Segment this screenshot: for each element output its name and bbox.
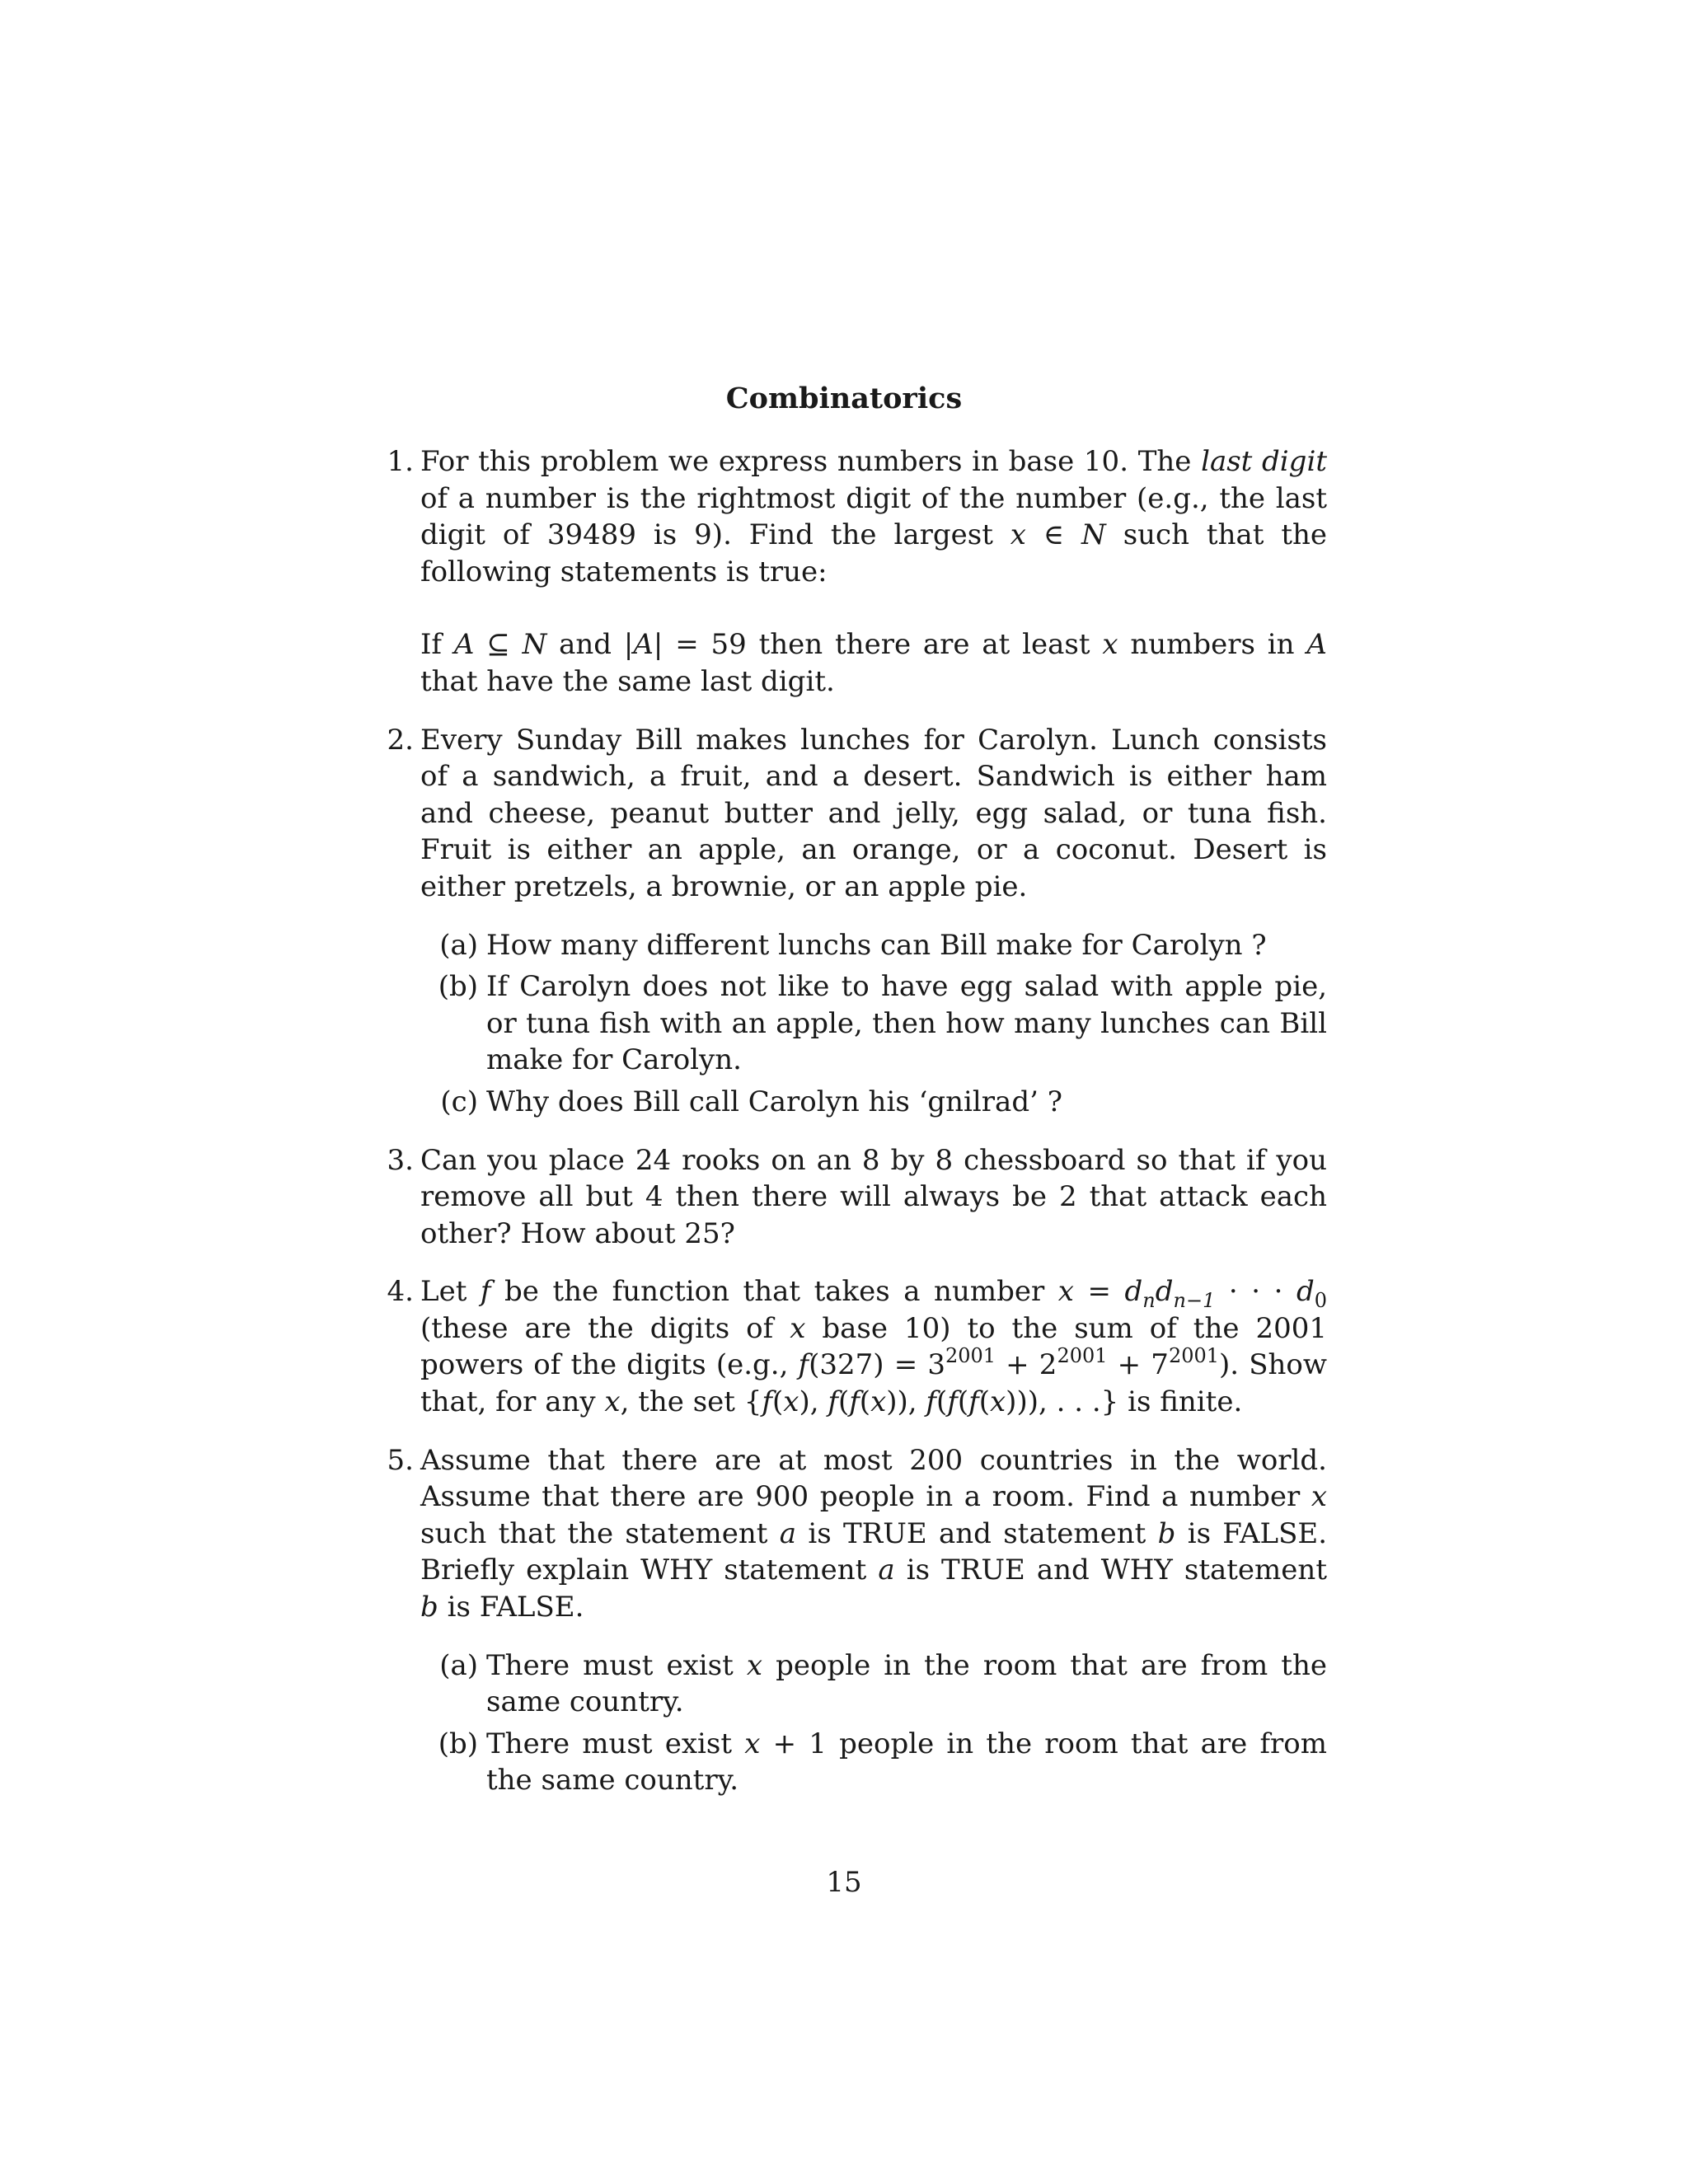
- subquestion-c: [440, 1084, 1327, 1121]
- subquestion-a: [439, 927, 1327, 964]
- subquestion-b: [438, 968, 1327, 1079]
- problem-number: 3.: [387, 1143, 414, 1177]
- subquestion-a: [439, 1647, 1327, 1721]
- problem-number: 4.: [387, 1275, 414, 1309]
- subquestion-list: [438, 1647, 1327, 1799]
- page-title: Combinatorics: [725, 382, 963, 415]
- problem-text: Every Sunday Bill makes lunches for Carolyn. Lunch consists of a sandwich, a fruit, and a desert. Sandwich is either ham and cheese, peanut butter and jelly, egg salad, or tuna fish. Fruit is either an apple, an orange, or a coconut. Desert is either pretzels, a brownie, or an apple pie.: [420, 723, 1327, 903]
- problem-4: [387, 1273, 1328, 1420]
- problem-5: [387, 1442, 1327, 1799]
- problem-number: 5.: [387, 1443, 414, 1477]
- subquestion-text: How many different lunchs can Bill make for Carolyn ?: [486, 928, 1267, 962]
- problem-text: For this problem we express numbers in base 10. The last digit of a number is the rightmost digit of the number (e.g., the last digit of 39489 is 9). Find the largest x ∈ N such that the following statements is true:: [420, 445, 1328, 588]
- problem-list: [387, 443, 1328, 1821]
- problem-3: [387, 1142, 1327, 1253]
- subquestion-label: (a): [439, 928, 478, 962]
- subquestion-b: [438, 1726, 1327, 1799]
- subquestion-text: There must exist x + 1 people in the room that are from the same country.: [486, 1727, 1327, 1797]
- problem-statement: If A ⊆ N and |A| = 59 then there are at least x numbers in A that have the same last digit.: [420, 628, 1327, 698]
- subquestion-label: (b): [438, 1727, 478, 1760]
- problem-1: [387, 443, 1328, 701]
- problem-number: 1.: [387, 445, 414, 478]
- problem-number: 2.: [387, 723, 414, 757]
- problem-2: [387, 722, 1327, 1121]
- subquestion-label: (c): [440, 1085, 478, 1118]
- page-number: 15: [826, 1866, 862, 1899]
- subquestion-text: There must exist x people in the room that are from the same country.: [486, 1648, 1327, 1719]
- problem-text: Assume that there are at most 200 countries in the world. Assume that there are 900 people in a room. Find a number x such that the statement a is TRUE and statement b is FALSE. Briefly explain WHY statement a is TRUE and WHY statement b is FALSE.: [420, 1443, 1327, 1624]
- subquestion-label: (b): [438, 970, 478, 1004]
- problem-text: Can you place 24 rooks on an 8 by 8 chessboard so that if you remove all but 4 then there will always be 2 that attack each other? How about 25?: [420, 1143, 1327, 1250]
- subquestion-label: (a): [439, 1648, 478, 1682]
- problem-text: Let f be the function that takes a number $x = d_nd_{n-1}$ · · · $d_0$ (these are the digits of x base 10) to the sum of the 2001 powers of the digits (e.g., $f(327) = 3^{2001} + 2^{2001} + 7^{2001}$). Show that, for any x, the set {f(x), f(f(x)), f(f(f(x))), . . .} is finite.: [420, 1275, 1328, 1419]
- subquestion-list: [438, 927, 1327, 1121]
- subquestion-text: Why does Bill call Carolyn his ‘gnilrad’ ?: [486, 1085, 1062, 1118]
- subquestion-text: If Carolyn does not like to have egg salad with apple pie, or tuna fish with an apple, then how many lunches can Bill make for Carolyn.: [486, 970, 1327, 1077]
